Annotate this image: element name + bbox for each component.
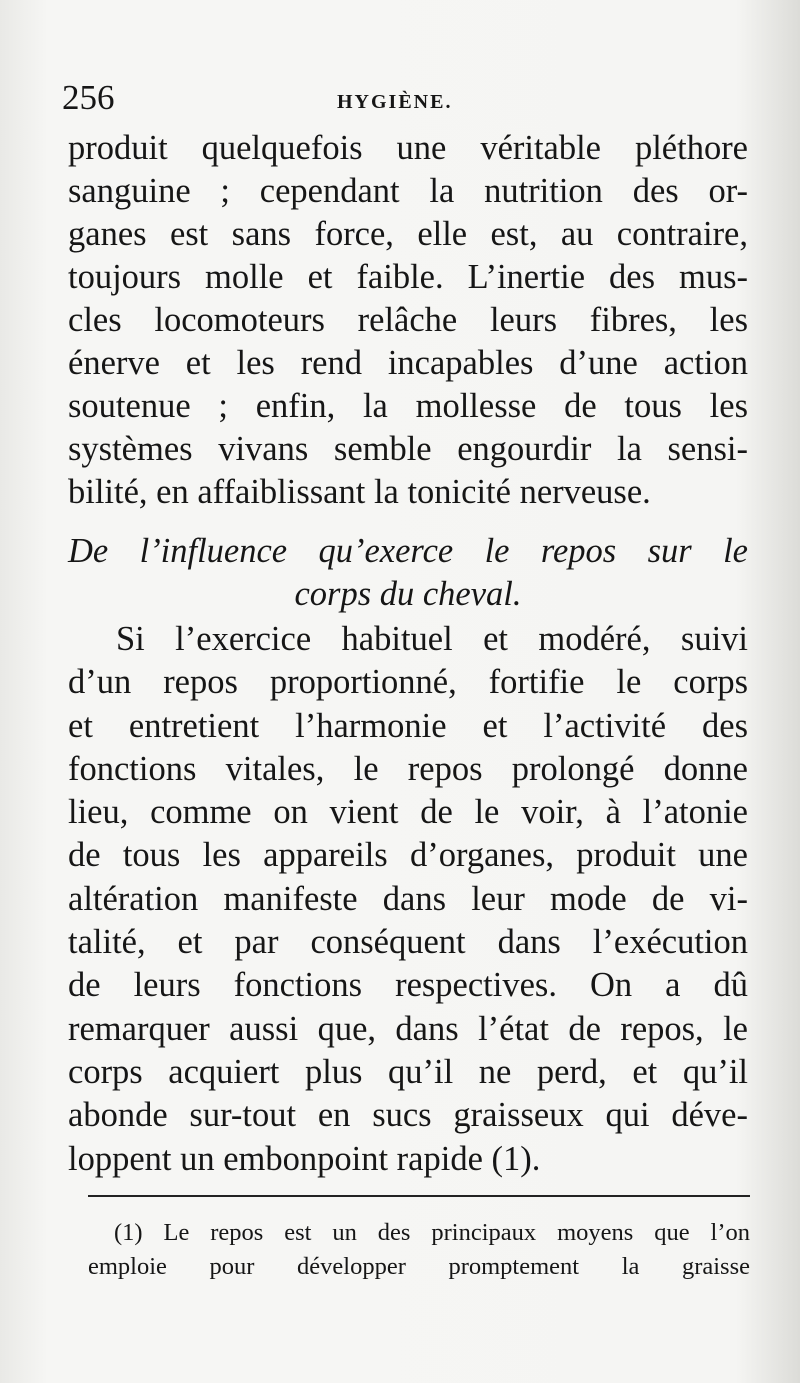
section-heading	[68, 530, 748, 616]
text-line: toujours molle et faible. L’inertie des mus-	[68, 258, 748, 296]
text-line: énerve et les rend incapables d’une action	[68, 344, 748, 382]
text-line: abonde sur-tout en sucs graisseux qui déve-	[68, 1096, 748, 1135]
text-line: altération manifeste dans leur mode de vi-	[68, 879, 748, 918]
page-header	[62, 76, 752, 120]
text-line: corps acquiert plus qu’il ne perd, et qu’il	[68, 1052, 748, 1091]
text-line: sanguine ; cependant la nutrition des or-	[68, 172, 748, 210]
text-line: produit quelquefois une véritable pléthore	[68, 129, 748, 167]
text-line: systèmes vivans semble engourdir la sensi-	[68, 430, 748, 468]
text-line: bilité, en affaiblissant la tonicité nerveuse.	[68, 473, 651, 511]
footnote	[88, 1216, 750, 1284]
footnote-line: emploie pour développer promptement la graisse	[88, 1253, 750, 1280]
paragraph-2	[68, 618, 748, 1181]
text-line: lieu, comme on vient de le voir, à l’atonie	[68, 793, 748, 832]
text-line: cles locomoteurs relâche leurs fibres, les	[68, 301, 748, 339]
text-line: d’un repos proportionné, fortifie le corps	[68, 663, 748, 702]
running-head: HYGIÈNE.	[337, 91, 453, 113]
text-line: talité, et par conséquent dans l’exécution	[68, 923, 748, 962]
section-heading-line-2: corps du cheval.	[294, 575, 522, 613]
footnote-divider	[88, 1195, 750, 1197]
text-line: de tous les appareils d’organes, produit une	[68, 836, 748, 875]
text-line: soutenue ; enfin, la mollesse de tous les	[68, 387, 748, 425]
text-line: Si l’exercice habituel et modéré, suivi	[116, 620, 748, 658]
text-line: remarquer aussi que, dans l’état de repos, le	[68, 1009, 748, 1048]
text-line: de leurs fonctions respectives. On a dû	[68, 966, 748, 1005]
text-line: fonctions vitales, le repos prolongé donne	[68, 749, 748, 788]
text-line: et entretient l’harmonie et l’activité des	[68, 706, 748, 745]
text-line: ganes est sans force, elle est, au contraire,	[68, 215, 748, 253]
section-heading-line-1: De l’influence qu’exerce le repos sur le	[68, 532, 748, 570]
paragraph-1	[68, 127, 748, 514]
page-number: 256	[62, 78, 115, 117]
footnote-line: (1) Le repos est un des principaux moyens que l’on	[114, 1219, 750, 1246]
text-line: loppent un embonpoint rapide (1).	[68, 1139, 541, 1178]
